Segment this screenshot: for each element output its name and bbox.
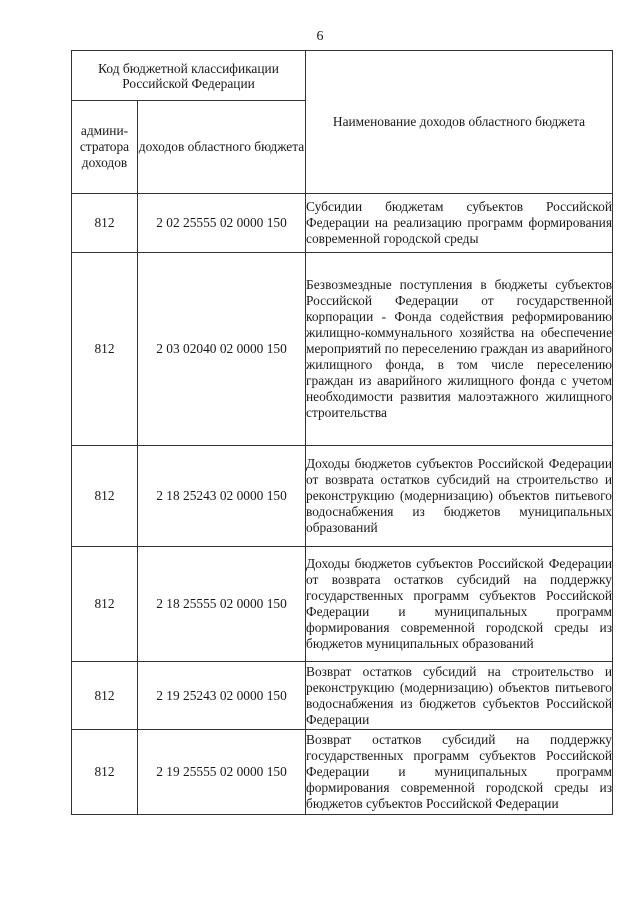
income-name-cell: Возврат остатков субсидий на строительство и реконструкцию (модернизацию) объектов питьевого водоснабжения из бюджетов субъектов Российской Федерации: [306, 662, 613, 730]
income-name-cell: Безвозмездные поступления в бюджеты субъектов Российской Федерации от государственной корпорации - Фонда содействия реформированию жилищно-коммунального хозяйства на обеспечение мероприятий по переселению граждан из аварийного жилищного фонда, в том числе переселению граждан из аварийного жилищного фонда с учетом необходимости развития малоэтажного жилищного строительства: [306, 253, 613, 446]
income-code-cell: 2 03 02040 02 0000 150: [138, 253, 306, 446]
income-code-cell: 2 18 25555 02 0000 150: [138, 547, 306, 662]
admin-code-cell: 812: [72, 662, 138, 730]
income-code-cell: 2 18 25243 02 0000 150: [138, 446, 306, 547]
income-code-cell: 2 02 25555 02 0000 150: [138, 194, 306, 253]
page-number: 6: [316, 29, 324, 44]
header-name-column: Наименование доходов областного бюджета: [306, 51, 613, 194]
table-row: [72, 446, 613, 547]
admin-code-cell: 812: [72, 730, 138, 815]
admin-code-cell: 812: [72, 446, 138, 547]
admin-code-cell: 812: [72, 253, 138, 446]
income-code-cell: 2 19 25555 02 0000 150: [138, 730, 306, 815]
income-name-cell: Субсидии бюджетам субъектов Российской Федерации на реализацию программ формирования современной городской среды: [306, 194, 613, 253]
table-row: [72, 662, 613, 730]
income-code-cell: 2 19 25243 02 0000 150: [138, 662, 306, 730]
header-code-column: доходов областного бюджета: [138, 101, 306, 194]
income-name-cell: Доходы бюджетов субъектов Российской Федерации от возврата остатков субсидий на поддержку государственных программ субъектов Российской Федерации и муниципальных программ формирования современной городской среды из бюджетов муниципальных образований: [306, 547, 613, 662]
table-row: [72, 194, 613, 253]
table-row: [72, 547, 613, 662]
table-row: [72, 730, 613, 815]
budget-classification-table: [71, 50, 613, 815]
header-admin-column: админи-стратора доходов: [72, 101, 138, 194]
header-group-title: Код бюджетной классификации Российской Федерации: [72, 51, 306, 101]
income-name-cell: Возврат остатков субсидий на поддержку государственных программ субъектов Российской Федерации и муниципальных программ формирования современной городской среды из бюджетов субъектов Российской Федерации: [306, 730, 613, 815]
income-name-cell: Доходы бюджетов субъектов Российской Федерации от возврата остатков субсидий на строительство и реконструкцию (модернизацию) объектов питьевого водоснабжения из бюджетов муниципальных образований: [306, 446, 613, 547]
table-row: [72, 253, 613, 446]
admin-code-cell: 812: [72, 194, 138, 253]
admin-code-cell: 812: [72, 547, 138, 662]
